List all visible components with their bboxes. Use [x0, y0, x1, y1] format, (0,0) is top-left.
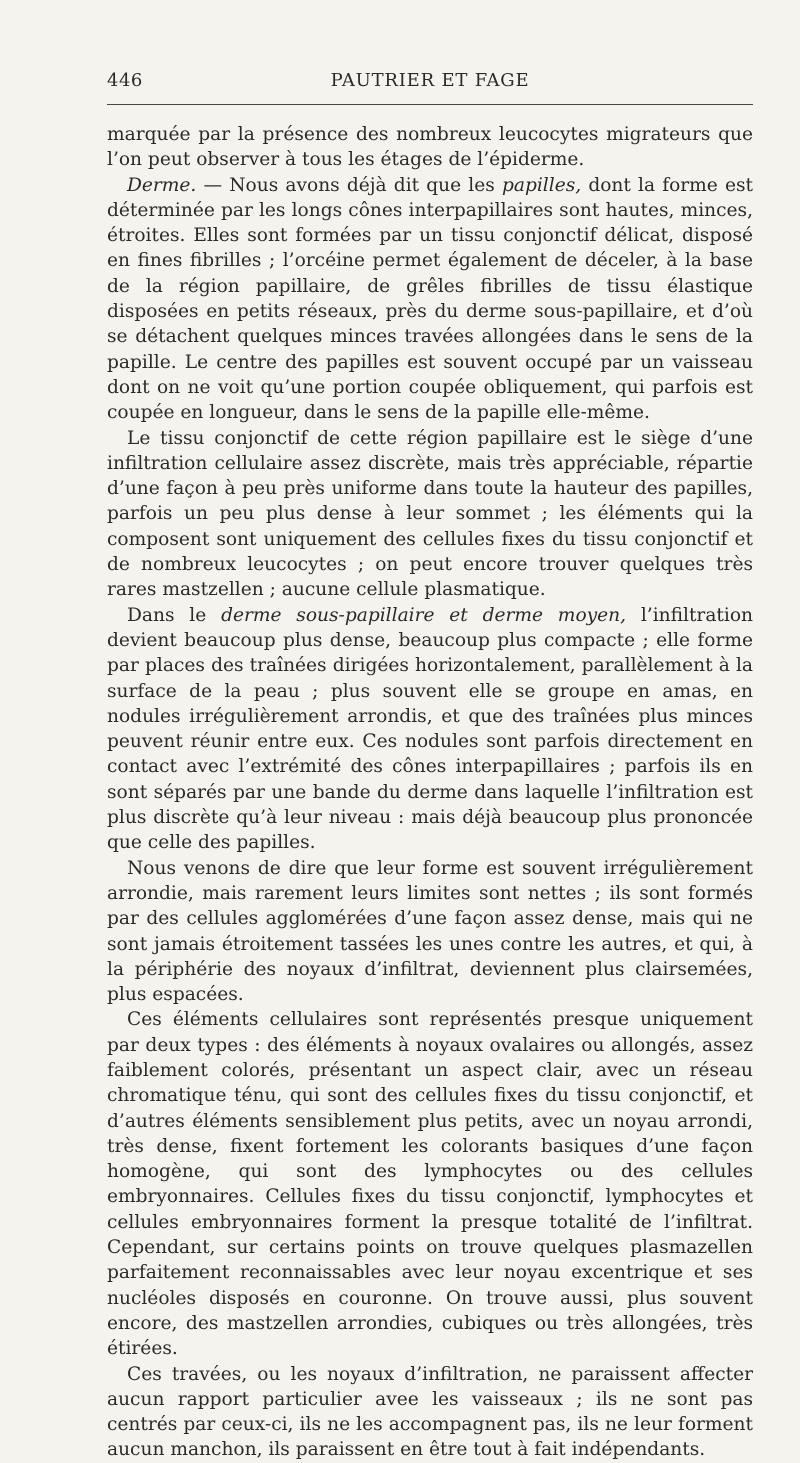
paragraph-text: Nous venons de dire que leur forme est souvent irrégulièrement arrondie, mais rarement leurs limites sont nettes ; ils sont formés par des cellules agglomérées d’une façon assez dense, mais qui ne sont jamais étroitement tassées les unes contre les autres, et qui, à la périphérie des noyaux d’infiltrat, deviennent plus clairsemées, plus espacées.	[107, 857, 753, 1006]
paragraph-text: Dans le	[127, 604, 222, 626]
paragraph	[107, 603, 753, 856]
header-rule	[107, 104, 753, 105]
paragraph	[107, 173, 753, 426]
page-header	[107, 70, 753, 100]
paragraph	[107, 1362, 753, 1463]
paragraph	[107, 426, 753, 603]
running-head: PAUTRIER ET FAGE	[330, 70, 530, 91]
paragraph-text: Le tissu conjonctif de cette région papillaire est le siège d’une infiltration cellulaire assez discrète, mais très appréciable, répartie d’une façon à peu près uniforme dans toute la hauteur des papilles, parfois un peu plus dense à leur sommet ; les éléments qui la composent sont uniquement des cellules fixes du tissu conjonctif et de nombreux leucocytes ; on peut encore trouver quelques très rares mastzellen ; aucune cellule plasmatique.	[107, 427, 753, 601]
body-text	[107, 122, 753, 1463]
page-number: 446	[107, 70, 143, 91]
paragraph-text: dont la forme est déterminée par les longs cônes interpapillaires sont hautes, minces, étroites. Elles sont formées par un tissu conjonctif délicat, disposé en fines fibrilles ; l’orcéine permet également de déceler, à la base de la région papillaire, de grêles fibrilles de tissu élastique disposées en petits réseaux, près du derme sous-papillaire, et d’où se détachent quelques minces travées allongées dans le sens de la papille. Le centre des papilles est souvent occupé par un vaisseau dont on ne voit qu’une portion coupée obliquement, qui parfois est coupée en longueur, dans le sens de la papille elle-même.	[107, 174, 753, 424]
paragraph-text: Ces éléments cellulaires sont représentés presque uniquement par deux types : des éléments à noyaux ovalaires ou allongés, assez faiblement colorés, présentant un aspect clair, avec un réseau chromatique ténu, qui sont des cellules fixes du tissu conjonctif, et d’autres éléments sensiblement plus petits, avec un noyau arrondi, très dense, fixent fortement les colorants basiques d’une façon homogène, qui sont des lymphocytes ou des cellules embryonnaires. Cellules fixes du tissu conjonctif, lymphocytes et cellules embryonnaires forment la presque totalité de l’infiltrat. Cependant, sur certains points on trouve quelques plasmazellen parfaitement reconnaissables avec leur noyau excentrique et ses nucléoles disposés en couronne. On trouve aussi, plus souvent encore, des mastzellen arrondies, cubiques ou très allongées, très étirées.	[107, 1009, 753, 1360]
paragraph	[107, 122, 753, 173]
paragraph	[107, 1007, 753, 1361]
paragraph-text: Ces travées, ou les noyaux d’infiltration, ne paraissent affecter aucun rapport particulier avee les vaisseaux ; ils ne sont pas centrés par ceux-ci, ils ne les accompagnent pas, ils ne leur forment aucun manchon, ils paraissent en être tout à fait indépendants.	[107, 1363, 753, 1461]
emphasis-term: derme sous-papillaire et derme moyen,	[221, 604, 627, 626]
section-heading: Derme.	[127, 174, 197, 196]
paragraph	[107, 856, 753, 1008]
emphasis-term: papilles,	[501, 174, 582, 196]
paragraph-text: marquée par la présence des nombreux leucocytes migrateurs que l’on peut observer à tous les étages de l’épiderme.	[107, 124, 753, 171]
paragraph-text: l’infiltration devient beaucoup plus dense, beaucoup plus compacte ; elle forme par places des traînées dirigées horizontalement, parallèlement à la surface de la peau ; plus souvent elle se groupe en amas, en nodules irrégulièrement arrondis, et que des traînées plus minces peuvent réunir entre eux. Ces nodules sont parfois directement en contact avec l’extrémité des cônes interpapillaires ; parfois ils en sont séparés par une bande du derme dans laquelle l’infiltration est plus discrète qu’à leur niveau : mais déjà beaucoup plus prononcée que celle des papilles.	[107, 604, 753, 854]
paragraph-text: — Nous avons déjà dit que les	[196, 174, 502, 196]
